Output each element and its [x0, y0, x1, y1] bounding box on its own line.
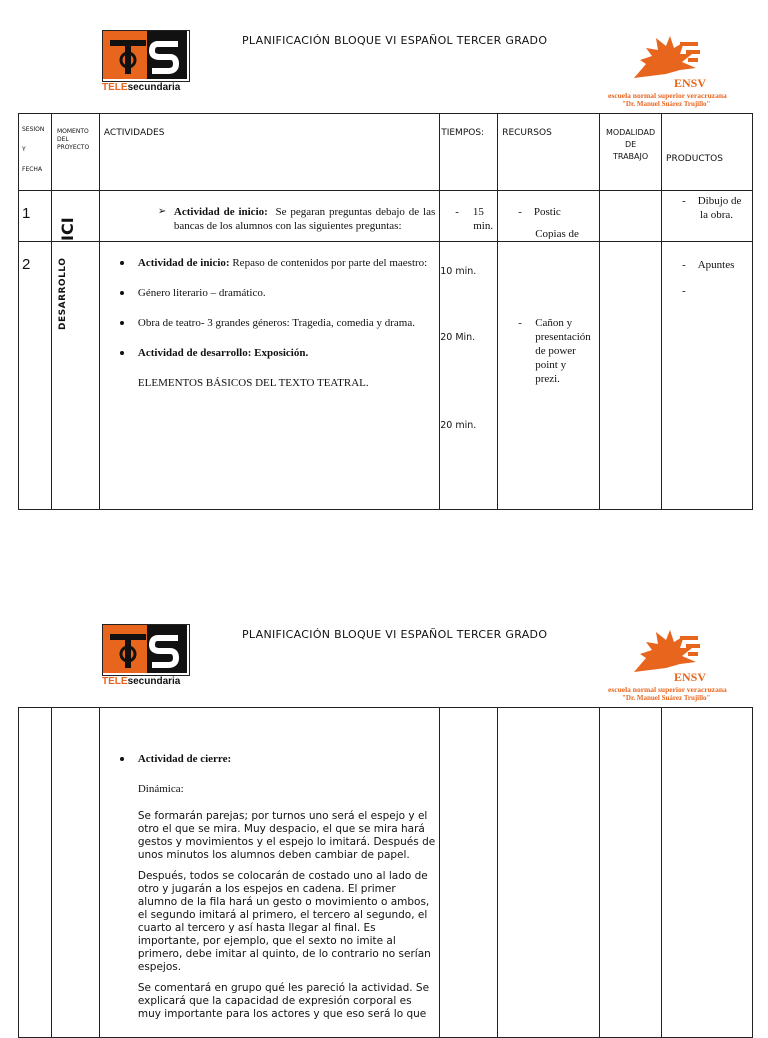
header-recursos: RECURSOS: [498, 114, 600, 191]
ensv-name: escuela normal superior veracruzana: [608, 91, 727, 100]
ensv-abbr: ENSV: [674, 76, 707, 90]
arrow-bullet-icon: ➢: [157, 206, 167, 217]
table-row: [19, 242, 753, 510]
page-title: PLANIFICACIÓN BLOQUE VI ESPAÑOL TERCER GRADO: [242, 628, 548, 641]
page-title: PLANIFICACIÓN BLOQUE VI ESPAÑOL TERCER GRADO: [242, 34, 548, 47]
modalidad-cell: [600, 708, 662, 1038]
ensv-director: "Dr. Manuel Suárez Trujillo": [622, 694, 711, 702]
recursos-cell: - Cañon y presentación de power point y prezi.: [498, 242, 600, 510]
ensv-logo: [604, 628, 734, 700]
telesecundaria-wordmark: TELEsecundaria: [102, 676, 181, 687]
ensv-abbr: ENSV: [674, 670, 707, 684]
bullet-icon: [120, 351, 124, 355]
recursos-cell: - Postic Copias de: [498, 191, 600, 242]
ensv-logo: [604, 34, 734, 106]
productos-cell: - Dibujo de la obra.: [662, 191, 753, 242]
momento-cell: ICI: [51, 191, 99, 242]
planning-table-continued: [18, 707, 753, 1038]
session-number: 1: [19, 191, 52, 242]
ensv-director: "Dr. Manuel Suárez Trujillo": [622, 100, 711, 108]
ensv-name: escuela normal superior veracruzana: [608, 685, 727, 694]
momento-cell: DESARROLLO: [51, 242, 99, 510]
modalidad-cell: [600, 242, 662, 510]
tiempo-cell: [440, 708, 498, 1038]
activity-cell: Actividad de cierre: Dinámica: Se formarán parejas; por turnos uno será el espejo y el otro el que se mira. Muy despacio, el que se mira hará gestos y movimientos y el espejo lo imitará. Después de unos minutos los alumnos deben cambiar de papel. Después, todos se colocarán de costado uno al lado de otro y jugarán a los espejos en cadena. El primer alumno de la fila hará un gesto o movimiento o ambos, el segundo imitará al primero, el tercero al segundo, el cuarto al tercero y así hasta llegar al final. Es importante, por ejemplo, que el sexto no imite al primero, debe imitar al quinto, de lo contrario no serían espejos. Se comentará en grupo qué les pareció la actividad. Se explicará que la capacidad de expresión corporal es muy importante para los actores y que eso será lo que: [99, 708, 440, 1038]
planning-table: [18, 113, 753, 510]
activity-cell: ➢ Actividad de inicio: Se pegaran preguntas debajo de las bancas de los alumnos con las siguientes preguntas:: [99, 191, 439, 242]
table-header-row: [19, 114, 753, 191]
telesecundaria-logo: [102, 624, 188, 686]
header-modalidad: MODALIDAD DE TRABAJO: [600, 114, 662, 191]
table-row: [19, 191, 753, 242]
bullet-icon: [120, 291, 124, 295]
bullet-icon: [120, 261, 124, 265]
session-number: 2: [19, 242, 52, 510]
header-productos: PRODUCTOS: [662, 114, 753, 191]
table-row: [19, 708, 753, 1038]
bullet-icon: [120, 757, 124, 761]
activity-cell: Actividad de inicio: Repaso de contenidos por parte del maestro: Género literario – dramático. Obra de teatro- 3 grandes géneros: Tragedia, comedia y drama. Actividad de desarrollo: Exposición. ELEMENTOS BÁSICOS DEL TEXTO TEATRAL.: [99, 242, 439, 510]
productos-cell: - Apuntes -: [662, 242, 753, 510]
bullet-icon: [120, 321, 124, 325]
recursos-cell: [498, 708, 600, 1038]
header-sesion: SESION Y FECHA: [19, 114, 52, 191]
session-number: [19, 708, 52, 1038]
header-actividades: ACTIVIDADES: [99, 114, 439, 191]
momento-cell: [51, 708, 99, 1038]
tiempo-cell: 10 min. 20 Min. 20 min.: [440, 242, 498, 510]
telesecundaria-wordmark: TELEsecundaria: [102, 82, 181, 93]
header-momento: MOMENTO DEL PROYECTO: [51, 114, 99, 191]
productos-cell: [662, 708, 753, 1038]
telesecundaria-logo: [102, 30, 188, 92]
modalidad-cell: [600, 191, 662, 242]
header-tiempos: TIEMPOS:: [440, 114, 498, 191]
tiempo-cell: - 15 min.: [440, 191, 498, 242]
